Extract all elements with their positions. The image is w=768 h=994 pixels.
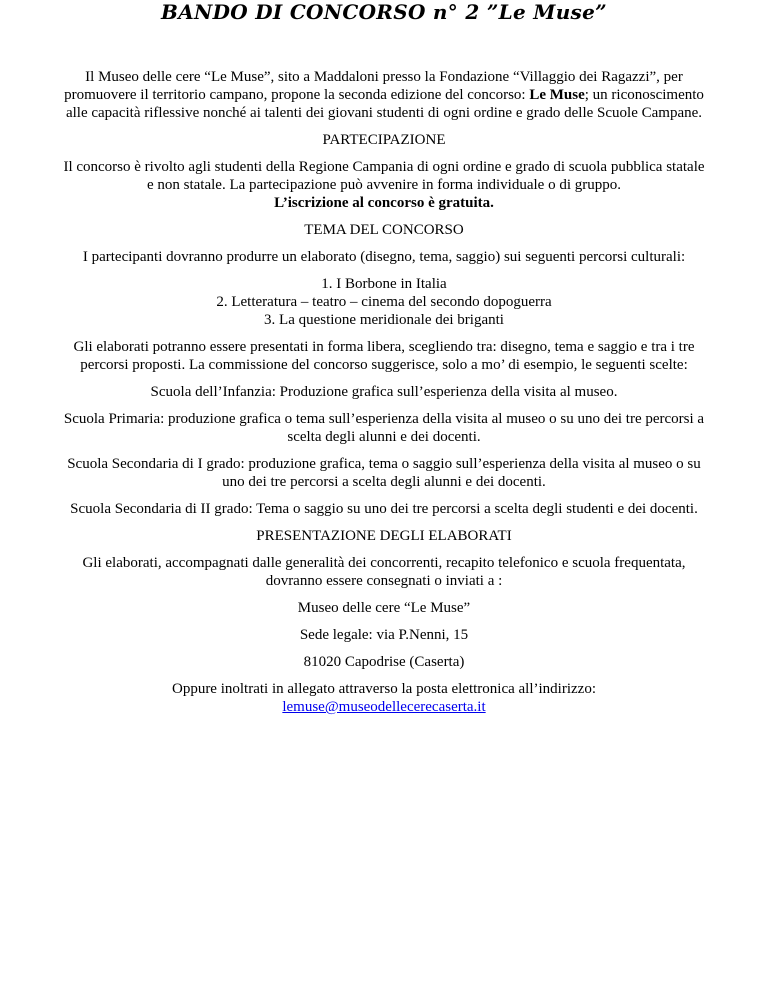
school-primaria: Scuola Primaria: produzione grafica o tema sull’esperienza della visita al museo o su uno dei tre percorsi a scelta degli alunni e dei docenti. <box>63 411 705 445</box>
email-intro: Oppure inoltrati in allegato attraverso la posta elettronica all’indirizzo: <box>171 681 596 697</box>
document-title: BANDO DI CONCORSO n° 2 ”Le Muse” <box>161 0 607 24</box>
email-paragraph <box>62 680 706 716</box>
submission-heading: PRESENTAZIONE DEGLI ELABORATI <box>256 528 512 544</box>
submission-paragraph: Gli elaborati, accompagnati dalle generalità dei concorrenti, recapito telefonico e scuola frequentata, dovranno essere consegnati o inviati a : <box>82 555 686 589</box>
address-street: Sede legale: via P.Nenni, 15 <box>299 627 469 643</box>
theme-list <box>62 275 706 329</box>
intro-text-after: ; un riconoscimento alle capacità riflessive nonché ai talenti dei giovani studenti di ogni ordine e grado delle Scuole Campane. <box>65 87 704 121</box>
list-item: 1. I Borbone in Italia <box>321 276 447 292</box>
theme-paragraph: I partecipanti dovranno produrre un elaborato (disegno, tema, saggio) sui seguenti percorsi culturali: <box>82 249 686 265</box>
school-secondaria-ii: Scuola Secondaria di II grado: Tema o saggio su uno dei tre percorsi a scelta degli studenti e dei docenti. <box>70 501 698 517</box>
theme-choices-paragraph: Gli elaborati potranno essere presentati in forma libera, scegliendo tra: disegno, tema e saggio e tra i tre percorsi proposti. La commissione del concorso suggerisce, solo a mo’ di esempio, le seguenti scelte: <box>73 339 695 373</box>
list-item: 3. La questione meridionale dei briganti <box>264 312 504 328</box>
intro-paragraph <box>62 68 706 122</box>
email-link[interactable]: lemuse@museodellecerecaserta.it <box>282 699 486 715</box>
intro-text-before: Il Museo delle cere “Le Muse”, sito a Maddaloni presso la Fondazione “Villaggio dei Ragazzi”, per promuovere il territorio campano, propone la seconda edizione del concorso: <box>64 69 683 103</box>
participation-text: Il concorso è rivolto agli studenti della Regione Campania di ogni ordine e grado di scuola pubblica statale e non statale. La partecipazione può avvenire in forma individuale o di gruppo. <box>63 159 705 193</box>
school-secondaria-i: Scuola Secondaria di I grado: produzione grafica, tema o saggio sull’esperienza della visita al museo o su uno dei tre percorsi a scelta degli alunni e dei docenti. <box>67 456 701 490</box>
participation-heading: PARTECIPAZIONE <box>322 132 446 148</box>
address-city: 81020 Capodrise (Caserta) <box>303 654 465 670</box>
contest-name: Le Muse <box>529 87 585 103</box>
document-page <box>62 0 706 716</box>
theme-heading: TEMA DEL CONCORSO <box>304 222 464 238</box>
participation-free-note: L’iscrizione al concorso è gratuita. <box>274 195 494 211</box>
school-infanzia: Scuola dell’Infanzia: Produzione grafica sull’esperienza della visita al museo. <box>150 384 618 400</box>
address-museum: Museo delle cere “Le Muse” <box>297 600 471 616</box>
participation-paragraph <box>62 158 706 212</box>
list-item: 2. Letteratura – teatro – cinema del secondo dopoguerra <box>216 294 552 310</box>
